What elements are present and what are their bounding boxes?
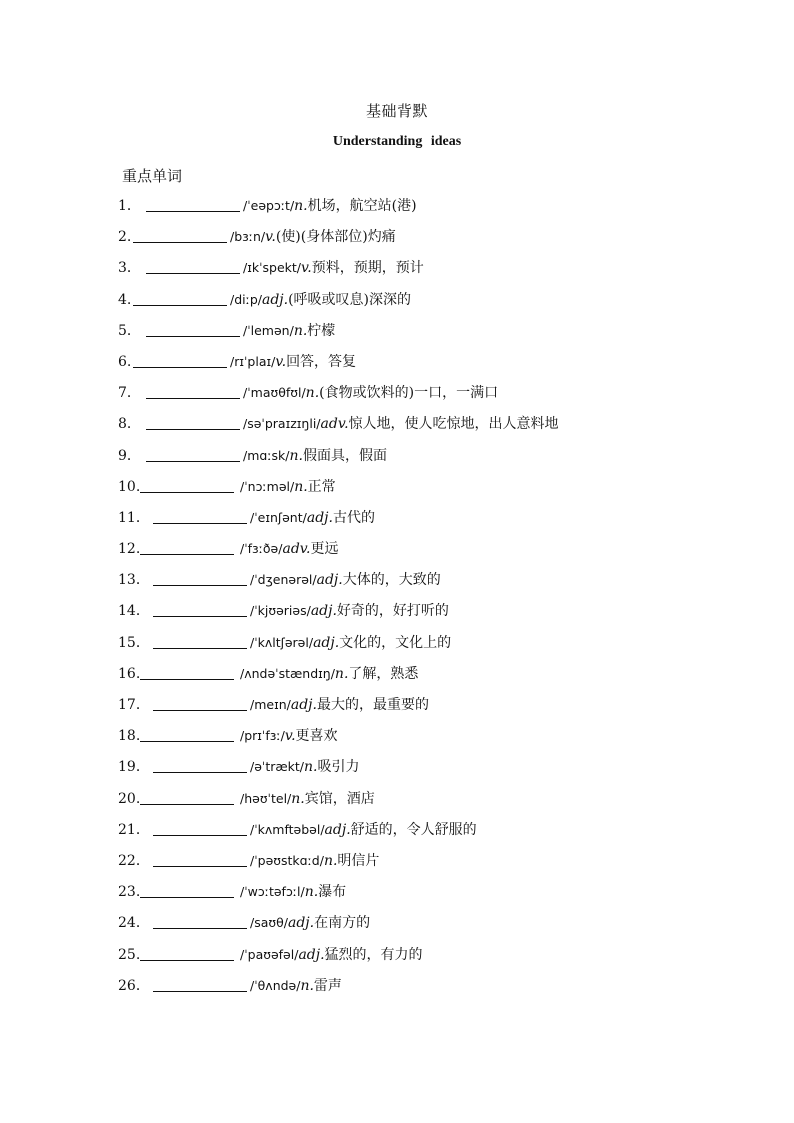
part-of-speech: n. <box>293 322 308 339</box>
part-of-speech: n. <box>305 385 320 402</box>
phonetic: /ˈpaʊəfəl/ <box>240 946 299 962</box>
meaning: 惊人地，使人吃惊地，出人意料地 <box>348 416 559 433</box>
part-of-speech: adv. <box>320 416 349 433</box>
part-of-speech: n. <box>334 665 349 682</box>
answer-blank[interactable] <box>146 336 240 337</box>
vocab-item <box>0 757 794 788</box>
vocab-item <box>0 414 794 445</box>
part-of-speech: adj. <box>324 821 351 838</box>
item-number: 18. <box>118 728 141 745</box>
vocab-item <box>0 290 794 321</box>
meaning: 机场，航空站(港) <box>307 198 417 214</box>
vocab-item <box>0 664 794 695</box>
part-of-speech: n. <box>323 852 338 869</box>
meaning: 猛烈的，有力的 <box>324 946 423 963</box>
answer-blank[interactable] <box>146 273 240 274</box>
item-number: 24． <box>118 915 150 932</box>
meaning: 古代的 <box>332 509 375 526</box>
meaning: 雷声 <box>313 977 342 994</box>
item-number: 5． <box>118 322 141 339</box>
item-number: 16. <box>118 665 141 682</box>
item-number: 11． <box>118 509 150 526</box>
part-of-speech: adj. <box>287 915 315 932</box>
answer-blank[interactable] <box>153 866 247 867</box>
part-of-speech: adj. <box>306 509 333 526</box>
part-of-speech: n. <box>304 884 319 901</box>
item-number: 2. <box>118 229 132 246</box>
part-of-speech: v. <box>284 728 296 745</box>
phonetic: /ˈkjʊəriəs/ <box>250 603 311 619</box>
item-number: 10. <box>118 478 141 495</box>
part-of-speech: adj. <box>261 291 289 308</box>
phonetic: /ˈθʌndə/ <box>250 977 301 993</box>
meaning: 吸引力 <box>317 759 360 776</box>
answer-blank[interactable] <box>133 242 227 243</box>
meaning: 假面具，假面 <box>302 447 387 464</box>
item-number: 6. <box>118 353 132 370</box>
item-number: 26． <box>118 977 150 994</box>
part-of-speech: n. <box>294 198 308 214</box>
phonetic: /prɪˈfɜː/ <box>240 728 285 744</box>
part-of-speech: adj. <box>298 946 325 963</box>
vocab-item <box>0 633 794 664</box>
item-number: 7． <box>118 385 141 402</box>
vocab-item <box>0 477 794 508</box>
part-of-speech: v. <box>275 353 287 370</box>
part-of-speech: n. <box>289 447 303 464</box>
part-of-speech: adj. <box>290 697 317 713</box>
phonetic: /səˈpraɪzɪŋli/ <box>243 416 321 432</box>
answer-blank[interactable] <box>146 211 240 212</box>
meaning: (呼吸或叹息)深深的 <box>288 291 412 308</box>
phonetic: /ˈdʒenərəl/ <box>250 572 317 588</box>
vocab-item <box>0 913 794 944</box>
phonetic: /ˈkʌmftəbəl/ <box>250 821 325 837</box>
phonetic: /ˈmaʊθfʊl/ <box>243 385 306 401</box>
vocab-item <box>0 601 794 632</box>
part-of-speech: n. <box>304 759 318 776</box>
part-of-speech: n. <box>291 790 305 807</box>
part-of-speech: adj. <box>310 603 337 620</box>
answer-blank[interactable] <box>133 305 227 306</box>
phonetic: /ˈeɪnʃənt/ <box>250 509 307 525</box>
meaning: (使)(身体部位)灼痛 <box>275 229 396 246</box>
answer-blank[interactable] <box>140 554 234 555</box>
vocab-item <box>0 945 794 976</box>
phonetic: /ˈkʌltʃərəl/ <box>250 634 314 650</box>
meaning: 回答，答复 <box>286 353 357 370</box>
meaning: 大体的，大致的 <box>342 572 441 589</box>
phonetic: /ˈeəpɔːt/ <box>243 198 295 213</box>
vocab-item <box>0 570 794 601</box>
phonetic: /ʌndəˈstændɪŋ/ <box>240 665 335 681</box>
phonetic: /meɪn/ <box>250 697 291 712</box>
item-number: 1． <box>118 198 141 214</box>
answer-blank[interactable] <box>146 429 240 430</box>
vocab-item <box>0 446 794 477</box>
phonetic: /diːp/ <box>230 291 262 307</box>
meaning: (食物或饮料的)一口，一满口 <box>319 385 499 402</box>
item-number: 9． <box>118 447 141 464</box>
answer-blank[interactable] <box>153 991 247 992</box>
meaning: 预料，预期，预计 <box>311 260 424 277</box>
part-of-speech: adj. <box>313 634 340 651</box>
section-subtitle: Understanding ideas <box>332 134 462 149</box>
phonetic: /əˈtrækt/ <box>250 759 305 775</box>
item-number: 13． <box>118 572 150 589</box>
part-of-speech: v. <box>265 229 276 246</box>
item-number: 25. <box>118 946 141 963</box>
vocab-item <box>0 383 794 414</box>
item-number: 8． <box>118 416 141 433</box>
item-number: 21． <box>118 821 150 838</box>
vocab-item <box>0 851 794 882</box>
phonetic: /ɪkˈspekt/ <box>243 260 302 276</box>
vocab-list <box>0 196 794 1007</box>
meaning: 正常 <box>307 478 336 495</box>
answer-blank[interactable] <box>153 835 247 836</box>
meaning: 更远 <box>310 541 339 558</box>
vocab-item <box>0 352 794 383</box>
phonetic: /mɑːsk/ <box>243 447 290 463</box>
meaning: 文化的，文化上的 <box>339 634 452 651</box>
meaning: 了解，熟悉 <box>348 665 419 682</box>
item-number: 14． <box>118 603 150 620</box>
vocab-item <box>0 789 794 820</box>
item-number: 3． <box>118 260 141 277</box>
answer-blank[interactable] <box>133 367 227 368</box>
phonetic: /ˈfɜːðə/ <box>240 541 283 557</box>
item-number: 22． <box>118 852 150 869</box>
answer-blank[interactable] <box>146 461 240 462</box>
answer-blank[interactable] <box>140 804 234 805</box>
part-of-speech: n. <box>300 977 314 994</box>
vocab-item <box>0 321 794 352</box>
answer-blank[interactable] <box>153 616 247 617</box>
answer-blank[interactable] <box>140 741 234 742</box>
answer-blank[interactable] <box>140 897 234 898</box>
meaning: 柠檬 <box>307 322 336 339</box>
phonetic: /rɪˈplaɪ/ <box>230 353 276 369</box>
answer-blank[interactable] <box>140 679 234 680</box>
phonetic: /ˈwɔːtəfɔːl/ <box>240 884 305 900</box>
item-number: 17． <box>118 697 150 713</box>
meaning: 瀑布 <box>318 884 347 901</box>
meaning: 明信片 <box>337 852 380 869</box>
part-of-speech: v. <box>301 260 312 277</box>
vocab-item <box>0 196 794 227</box>
meaning: 在南方的 <box>314 915 371 932</box>
meaning: 宾馆，酒店 <box>304 790 375 807</box>
answer-blank[interactable] <box>153 772 247 773</box>
answer-blank[interactable] <box>140 492 234 493</box>
item-number: 23. <box>118 884 141 901</box>
answer-blank[interactable] <box>146 398 240 399</box>
answer-blank[interactable] <box>153 523 247 524</box>
part-of-speech: adj. <box>316 572 343 589</box>
page-title: 基础背默 <box>365 102 428 120</box>
answer-blank[interactable] <box>153 710 247 711</box>
meaning: 更喜欢 <box>295 728 338 745</box>
phonetic: /saʊθ/ <box>250 915 288 931</box>
part-of-speech: adv. <box>282 541 311 558</box>
phonetic: /bɜːn/ <box>230 229 266 245</box>
vocab-item <box>0 227 794 258</box>
answer-blank[interactable] <box>153 585 247 586</box>
vocab-item <box>0 726 794 757</box>
phonetic: /ˈpəʊstkɑːd/ <box>250 852 324 868</box>
vocab-item <box>0 539 794 570</box>
answer-blank[interactable] <box>153 928 247 929</box>
answer-blank[interactable] <box>140 960 234 961</box>
meaning: 最大的，最重要的 <box>316 697 429 713</box>
vocab-item <box>0 695 794 726</box>
meaning: 好奇的，好打听的 <box>336 603 449 620</box>
item-number: 20. <box>118 790 141 807</box>
meaning: 舒适的，令人舒服的 <box>350 821 477 838</box>
answer-blank[interactable] <box>153 648 247 649</box>
phonetic: /ˈlemən/ <box>243 322 294 338</box>
item-number: 12. <box>118 541 141 558</box>
item-number: 4. <box>118 291 132 308</box>
item-number: 15． <box>118 634 150 651</box>
part-of-speech: n. <box>294 478 308 495</box>
vocab-item <box>0 508 794 539</box>
section-label: 重点单词 <box>122 167 183 185</box>
phonetic: /ˈnɔːməl/ <box>240 478 295 494</box>
vocab-item <box>0 882 794 913</box>
vocab-item <box>0 258 794 289</box>
phonetic: /həʊˈtel/ <box>240 790 292 806</box>
vocab-item <box>0 820 794 851</box>
vocab-item <box>0 976 794 1007</box>
item-number: 19． <box>118 759 150 776</box>
